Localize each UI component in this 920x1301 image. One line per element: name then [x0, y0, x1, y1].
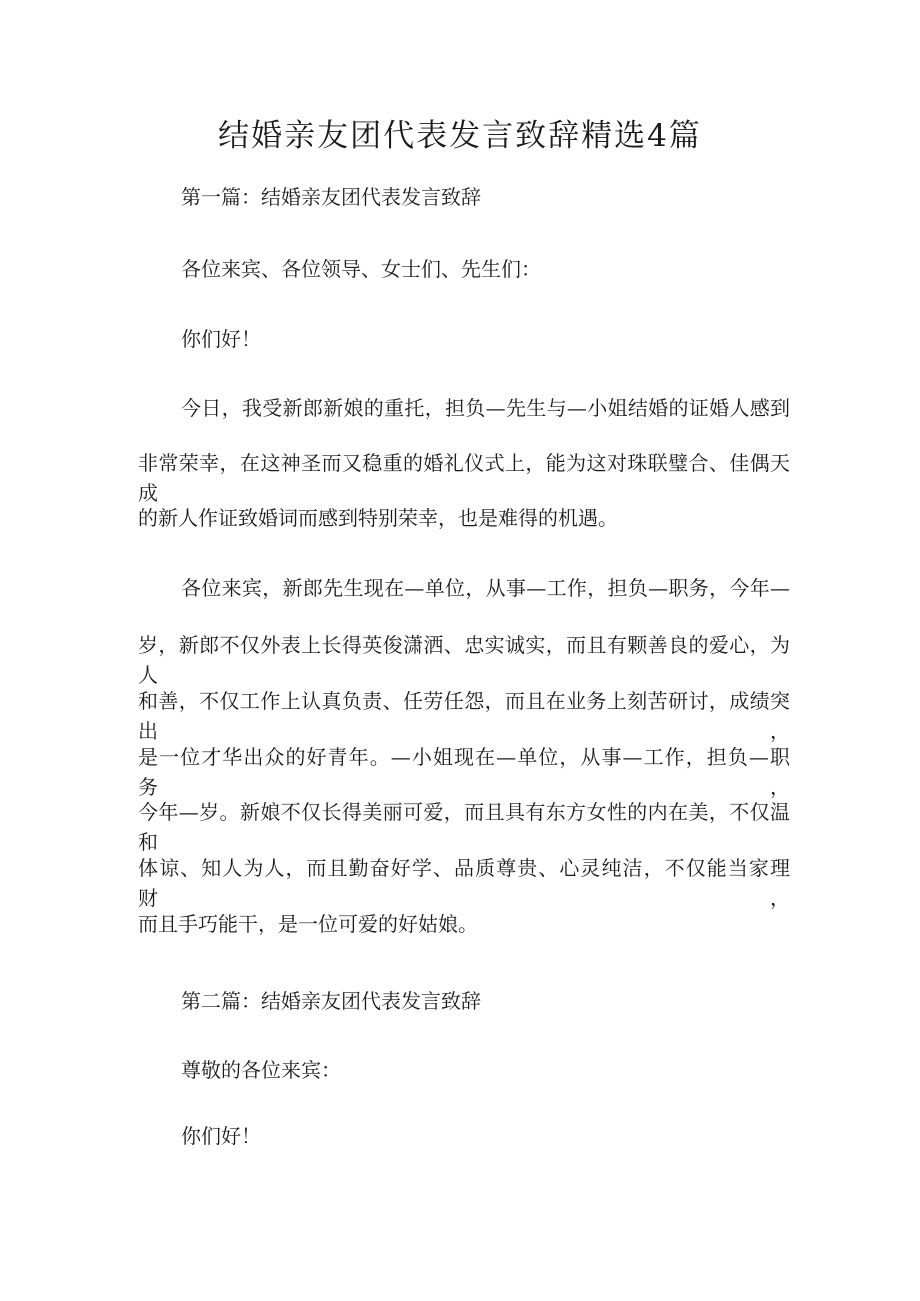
section-1-paragraph-2-line-3: 和善，不仅工作上认真负责、任劳任怨，而且在业务上刻苦研讨，成绩突出，	[138, 689, 790, 743]
section-1-paragraph-1-line-2: 非常荣幸，在这神圣而又稳重的婚礼仪式上，能为这对珠联璧合、佳偶天成	[138, 451, 790, 505]
section-2-salutation: 尊敬的各位来宾：	[181, 1058, 341, 1082]
section-1-paragraph-2-line-4: 是一位才华出众的好青年。—小姐现在—单位，从事—工作，担负—职务，	[138, 745, 790, 799]
section-1-greeting: 你们好！	[181, 327, 261, 351]
section-1-paragraph-2-line-6: 体谅、知人为人，而且勤奋好学、品质尊贵、心灵纯洁，不仅能当家理财，	[138, 856, 790, 910]
section-1-salutation: 各位来宾、各位领导、女士们、先生们：	[181, 257, 541, 281]
section-1-heading: 第一篇：结婚亲友团代表发言致辞	[181, 185, 481, 209]
section-1-paragraph-1-line-3: 的新人作证致婚词而感到特别荣幸，也是难得的机遇。	[138, 506, 618, 530]
section-1-paragraph-2-line-5: 今年—岁。新娘不仅长得美丽可爱，而且具有东方女性的内在美，不仅温和	[138, 800, 790, 854]
section-1-paragraph-2-line-2: 岁，新郎不仅外表上长得英俊潇洒、忠实诚实，而且有颗善良的爱心，为人	[138, 633, 790, 687]
document-title: 结婚亲友团代表发言致辞精选4篇	[218, 118, 702, 154]
section-2-greeting: 你们好！	[181, 1124, 261, 1148]
section-2-heading: 第二篇：结婚亲友团代表发言致辞	[181, 989, 481, 1013]
section-1-paragraph-2-line-7: 而且手巧能干，是一位可爱的好姑娘。	[138, 912, 478, 936]
section-1-paragraph-1-line-1: 今日，我受新郎新娘的重托，担负—先生与—小姐结婚的证婚人感到	[181, 396, 790, 420]
section-1-paragraph-2-line-1: 各位来宾，新郎先生现在—单位，从事—工作，担负—职务，今年—	[181, 576, 790, 600]
